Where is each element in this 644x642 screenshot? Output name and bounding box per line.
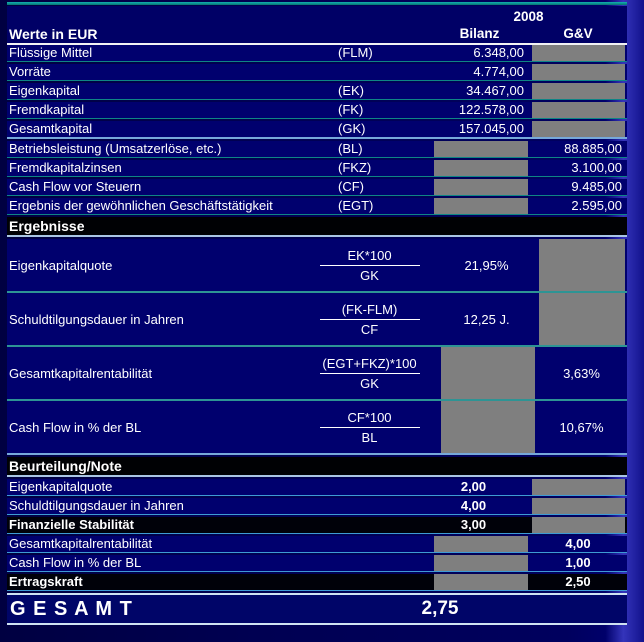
header-spacer [7, 8, 430, 25]
ratio-label: Schuldtilgungsdauer in Jahren [9, 311, 184, 327]
row-label: Betriebsleistung (Umsatzerlöse, etc.) [9, 141, 222, 156]
formula-denominator: GK [360, 375, 379, 391]
table-row [7, 517, 627, 534]
row-code [337, 574, 430, 590]
row-code: (EGT) [338, 198, 374, 213]
row-label: Cash Flow in % der BL [9, 555, 142, 570]
row-label: Gesamtkapital [9, 121, 93, 136]
ratio-row [7, 293, 627, 347]
empty-cell[interactable] [434, 198, 528, 214]
empty-cell[interactable] [532, 121, 625, 137]
ratio-label: Cash Flow in % der BL [9, 419, 142, 435]
row-code: (FLM) [338, 45, 373, 60]
row-label: Schuldtilgungsdauer in Jahren [9, 498, 184, 513]
row-label: Finanzielle Stabilität [9, 517, 134, 532]
total-value[interactable]: 2,75 [421, 598, 459, 619]
value-cell[interactable]: 10,67% [559, 419, 604, 435]
row-label: Ergebnis der gewöhnlichen Geschäftstätigkeit [9, 198, 273, 213]
value-cell[interactable]: 9.485,00 [571, 179, 622, 194]
row-code [337, 517, 430, 533]
empty-cell[interactable] [532, 498, 625, 514]
empty-cell[interactable] [532, 83, 625, 99]
ratio-formula [302, 401, 437, 453]
row-code [337, 64, 430, 80]
empty-cell[interactable] [532, 45, 625, 61]
value-cell[interactable]: 21,95% [464, 257, 509, 273]
row-code: (EK) [338, 83, 364, 98]
header-spacer [337, 25, 430, 43]
row-code: (BL) [338, 141, 363, 156]
ratio-rows-block [7, 239, 627, 455]
value-cell[interactable]: 6.348,00 [473, 45, 524, 60]
balance-rows-block [7, 45, 627, 215]
row-code: (CF) [338, 179, 364, 194]
value-cell[interactable]: 34.467,00 [466, 83, 524, 98]
ratio-row [7, 347, 627, 401]
row-label: Eigenkapital [9, 83, 80, 98]
row-code: (FK) [338, 102, 364, 117]
empty-cell[interactable] [434, 179, 528, 195]
table-row [7, 64, 627, 81]
table-row [7, 498, 627, 515]
row-label: Fremdkapital [9, 102, 85, 117]
empty-cell[interactable] [434, 555, 528, 571]
note-value-cell[interactable]: 3,00 [460, 517, 487, 532]
table-row [7, 198, 627, 215]
total-row [7, 593, 627, 625]
column-header-gv: G&V [563, 26, 593, 41]
fraction-line [320, 265, 420, 266]
row-label: Fremdkapitalzinsen [9, 160, 122, 175]
top-divider [7, 2, 627, 5]
value-cell[interactable]: 3.100,00 [571, 160, 622, 175]
formula-numerator: (FK-FLM) [341, 301, 398, 317]
row-label: Eigenkapitalquote [9, 479, 113, 494]
row-code [337, 498, 430, 514]
row-label: Cash Flow vor Steuern [9, 179, 142, 194]
note-value-cell[interactable]: 2,00 [460, 479, 487, 494]
table-row [7, 555, 627, 572]
table-row [7, 45, 627, 62]
value-cell[interactable]: 157.045,00 [458, 121, 524, 136]
empty-cell[interactable] [434, 160, 528, 176]
table-row [7, 141, 627, 158]
row-code [337, 536, 430, 552]
note-value-cell[interactable]: 4,00 [565, 536, 591, 551]
table-row [7, 479, 627, 496]
ratio-formula [302, 293, 437, 345]
empty-cell[interactable] [539, 293, 625, 345]
empty-cell[interactable] [441, 401, 535, 453]
ratio-row [7, 401, 627, 455]
ratio-formula [302, 347, 437, 399]
note-rows-block [7, 479, 627, 591]
table-row [7, 536, 627, 553]
section-header-ergebnisse: Ergebnisse [7, 217, 627, 237]
column-header-bilanz: Bilanz [459, 26, 500, 41]
row-label: Flüssige Mittel [9, 45, 93, 60]
row-code: (GK) [338, 121, 366, 136]
table-title: Werte in EUR [9, 26, 98, 42]
empty-cell[interactable] [539, 239, 625, 291]
year-label: 2008 [513, 9, 544, 24]
ratio-row [7, 239, 627, 293]
value-cell[interactable]: 122.578,00 [458, 102, 524, 117]
empty-cell[interactable] [532, 102, 625, 118]
total-label: G E S A M T [10, 597, 133, 620]
fraction-line [320, 427, 420, 428]
row-label: Vorräte [9, 64, 51, 79]
empty-cell[interactable] [532, 517, 625, 533]
table-row [7, 160, 627, 177]
table-row [7, 179, 627, 196]
table-row [7, 574, 627, 591]
fraction-line [320, 319, 420, 320]
note-value-cell[interactable]: 2,50 [565, 574, 591, 589]
empty-cell[interactable] [434, 536, 528, 552]
empty-cell[interactable] [434, 141, 528, 157]
note-value-cell[interactable]: 4,00 [460, 498, 487, 513]
formula-numerator: CF*100 [347, 409, 392, 425]
value-cell[interactable]: 88.885,00 [564, 141, 622, 156]
row-code: (FKZ) [338, 160, 372, 175]
table-row [7, 102, 627, 119]
formula-denominator: GK [360, 267, 379, 283]
table-row [7, 83, 627, 100]
table-row [7, 121, 627, 139]
empty-cell[interactable] [441, 347, 535, 399]
empty-cell[interactable] [532, 479, 625, 495]
financial-ratio-table [7, 0, 627, 625]
fraction-line [320, 373, 420, 374]
ratio-label: Gesamtkapitalrentabilität [9, 365, 153, 381]
ratio-label: Eigenkapitalquote [9, 257, 113, 273]
empty-cell[interactable] [532, 64, 625, 80]
formula-numerator: (EGT+FKZ)*100 [322, 355, 417, 371]
row-code [337, 555, 430, 571]
value-cell[interactable]: 12,25 J. [463, 311, 510, 327]
ratio-formula [302, 239, 437, 291]
row-code [337, 479, 430, 495]
value-cell[interactable]: 3,63% [563, 365, 600, 381]
row-label: Gesamtkapitalrentabilität [9, 536, 153, 551]
value-cell[interactable]: 4.774,00 [473, 64, 524, 79]
formula-denominator: BL [361, 429, 378, 445]
formula-numerator: EK*100 [347, 247, 392, 263]
table-header [7, 6, 627, 45]
empty-cell[interactable] [434, 574, 528, 590]
row-label: Ertragskraft [9, 574, 83, 589]
value-cell[interactable]: 2.595,00 [571, 198, 622, 213]
formula-denominator: CF [360, 321, 379, 337]
section-header-beurteilung: Beurteilung/Note [7, 457, 627, 477]
note-value-cell[interactable]: 1,00 [565, 555, 591, 570]
